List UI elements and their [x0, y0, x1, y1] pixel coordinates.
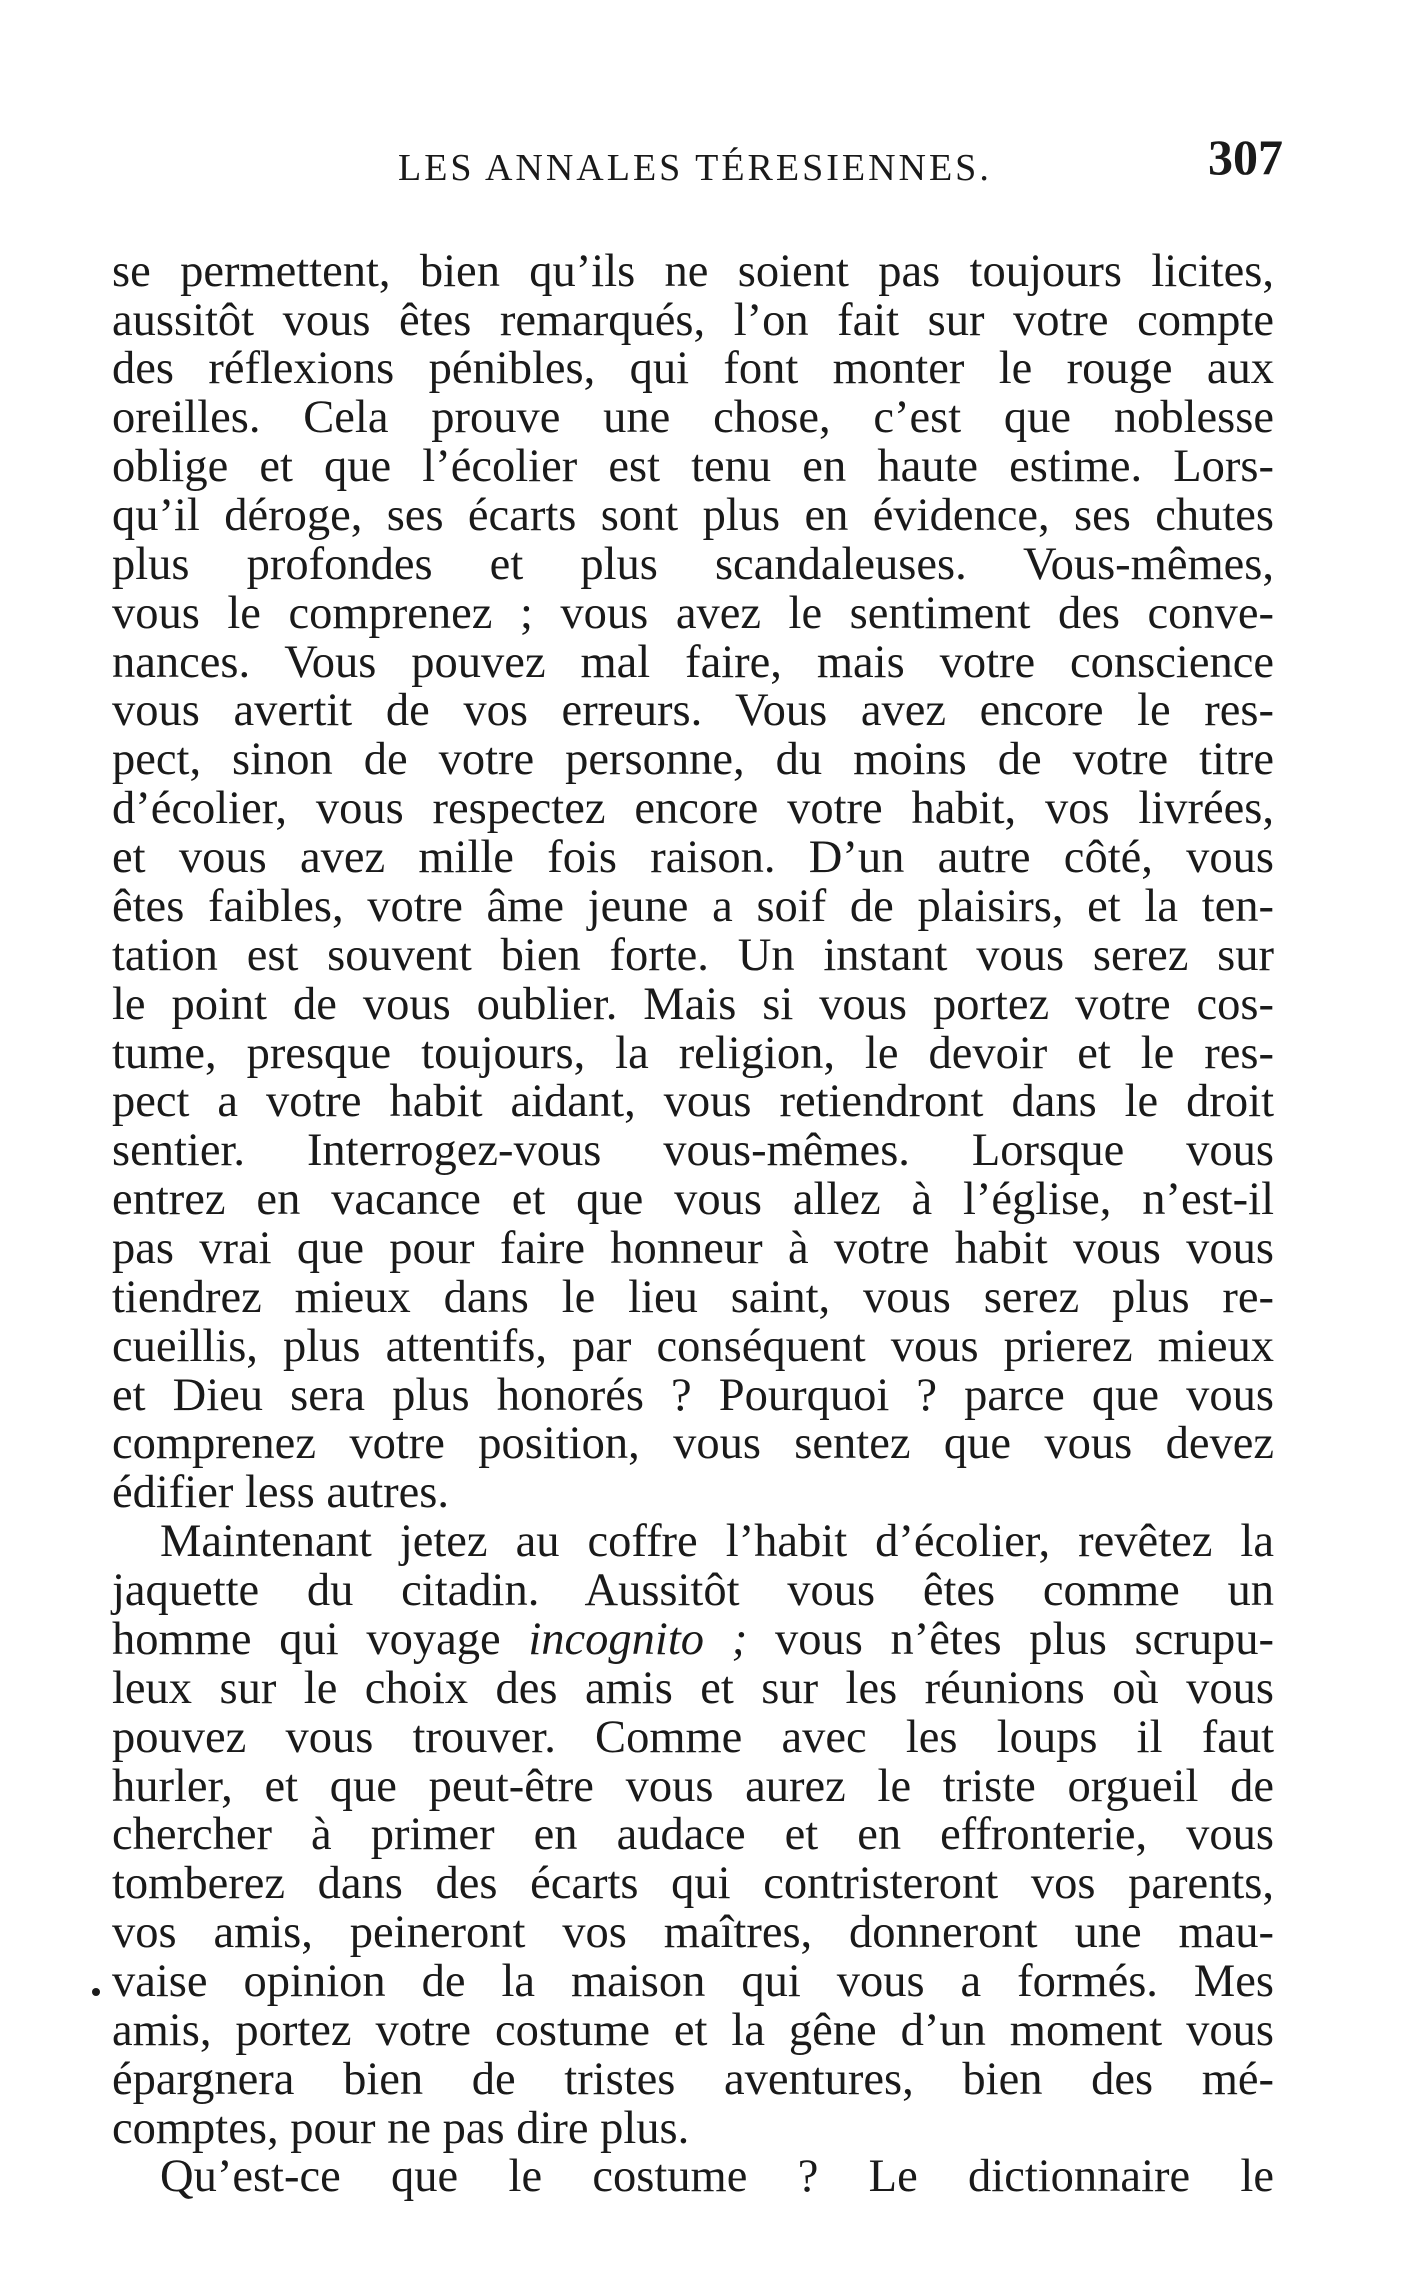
- text-line: vos amis, peineront vos maîtres, donneront une mau-: [112, 1907, 1274, 1958]
- text-line: plus profondes et plus scandaleuses. Vous-mêmes,: [112, 539, 1274, 590]
- text-line: édifier less autres.: [112, 1467, 449, 1518]
- running-title: LES ANNALES TÉRESIENNES.: [398, 147, 992, 189]
- text-line: Qu’est-ce que le costume ? Le dictionnaire le: [160, 2151, 1274, 2202]
- text-line: des réflexions pénibles, qui font monter le rouge aux: [112, 343, 1274, 394]
- page-number: 307: [1208, 129, 1283, 185]
- text-line: cueillis, plus attentifs, par conséquent vous prierez mieux: [112, 1321, 1274, 1372]
- text-line: pect, sinon de votre personne, du moins de votre titre: [112, 734, 1274, 785]
- text-line: pect a votre habit aidant, vous retiendront dans le droit: [112, 1076, 1274, 1127]
- text-line: qu’il déroge, ses écarts sont plus en évidence, ses chutes: [112, 490, 1274, 541]
- text-line: pas vrai que pour faire honneur à votre habit vous vous: [112, 1223, 1274, 1274]
- margin-mark: [92, 1988, 100, 1996]
- text-line: nances. Vous pouvez mal faire, mais votre conscience: [112, 637, 1274, 688]
- text-line: tomberez dans des écarts qui contristeront vos parents,: [112, 1858, 1274, 1909]
- text-line: tation est souvent bien forte. Un instant vous serez sur: [112, 930, 1274, 981]
- text-line: leux sur le choix des amis et sur les réunions où vous: [112, 1663, 1274, 1714]
- text-line: entrez en vacance et que vous allez à l’église, n’est-il: [112, 1174, 1274, 1225]
- text-line: Maintenant jetez au coffre l’habit d’écolier, revêtez la: [160, 1516, 1274, 1567]
- text-line: comptes, pour ne pas dire plus.: [112, 2103, 690, 2154]
- text-span: homme qui voyage: [112, 1614, 529, 1665]
- text-line: oblige et que l’écolier est tenu en haute estime. Lors-: [112, 441, 1274, 492]
- text-line: pouvez vous trouver. Comme avec les loups il faut: [112, 1712, 1274, 1763]
- text-line: [112, 1615, 1274, 1665]
- text-line: épargnera bien de tristes aventures, bien des mé-: [112, 2054, 1274, 2105]
- text-line: sentier. Interrogez-vous vous-mêmes. Lorsque vous: [112, 1125, 1274, 1176]
- text-line: oreilles. Cela prouve une chose, c’est que noblesse: [112, 392, 1274, 443]
- text-line: d’écolier, vous respectez encore votre habit, vos livrées,: [112, 783, 1274, 834]
- text-line: se permettent, bien qu’ils ne soient pas toujours licites,: [112, 246, 1274, 297]
- text-line: comprenez votre position, vous sentez que vous devez: [112, 1418, 1274, 1469]
- text-span: vous n’êtes plus scrupu-: [747, 1614, 1275, 1665]
- text-line: hurler, et que peut-être vous aurez le triste orgueil de: [112, 1761, 1274, 1812]
- text-line: tiendrez mieux dans le lieu saint, vous serez plus re-: [112, 1272, 1274, 1323]
- text-line: êtes faibles, votre âme jeune a soif de plaisirs, et la ten-: [112, 881, 1274, 932]
- text-line: vous avertit de vos erreurs. Vous avez encore le res-: [112, 685, 1274, 736]
- italic-word: incognito ;: [528, 1614, 748, 1665]
- text-line: le point de vous oublier. Mais si vous portez votre cos-: [112, 979, 1274, 1030]
- text-line: jaquette du citadin. Aussitôt vous êtes comme un: [112, 1565, 1274, 1616]
- text-line: vous le comprenez ; vous avez le sentiment des conve-: [112, 588, 1274, 639]
- text-line: chercher à primer en audace et en effronterie, vous: [112, 1809, 1274, 1860]
- text-line: amis, portez votre costume et la gêne d’un moment vous: [112, 2005, 1274, 2056]
- text-line: aussitôt vous êtes remarqués, l’on fait sur votre compte: [112, 295, 1274, 346]
- text-line: et vous avez mille fois raison. D’un autre côté, vous: [112, 832, 1274, 883]
- text-line: et Dieu sera plus honorés ? Pourquoi ? parce que vous: [112, 1370, 1274, 1421]
- text-line: vaise opinion de la maison qui vous a formés. Mes: [112, 1956, 1274, 2007]
- text-line: tume, presque toujours, la religion, le devoir et le res-: [112, 1028, 1274, 1079]
